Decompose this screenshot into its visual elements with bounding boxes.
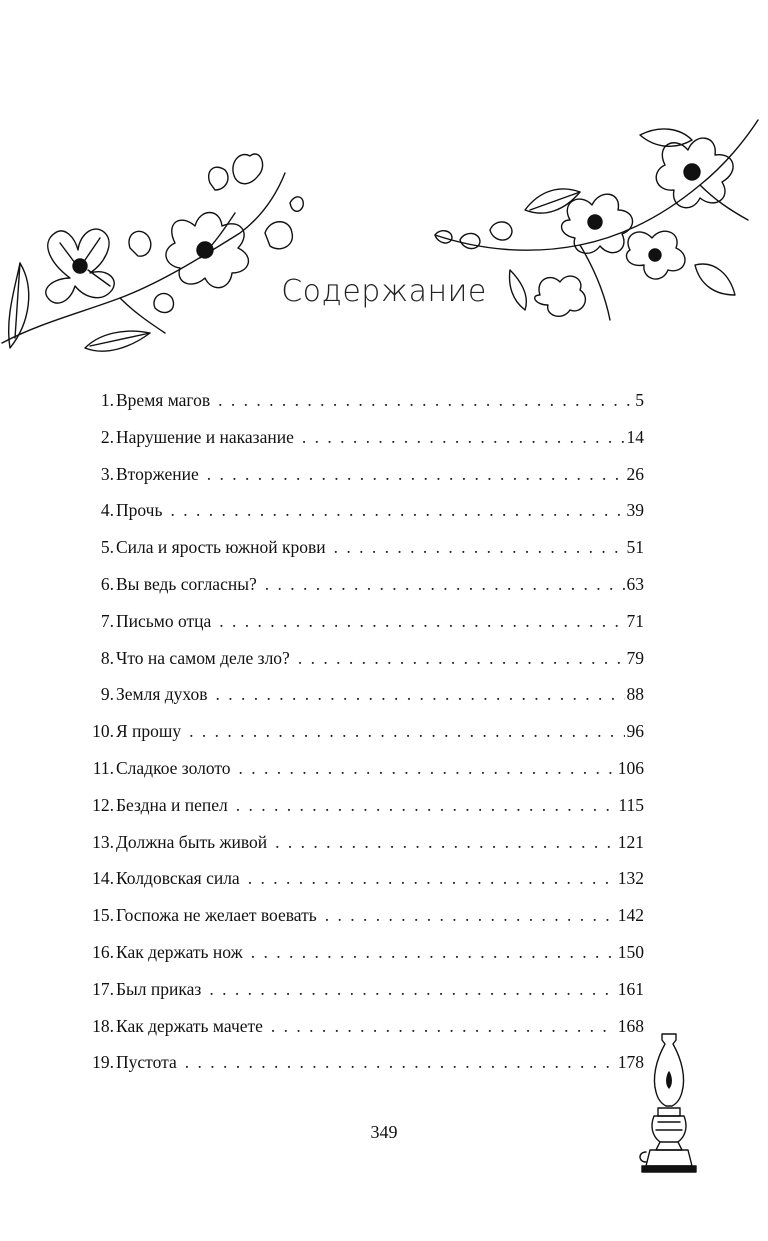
toc-entry xyxy=(82,537,644,574)
toc-entry-number: 11. xyxy=(92,757,114,778)
toc-entry-title: Как держать нож xyxy=(116,941,243,962)
toc-entry-title: Должна быть живой xyxy=(116,831,268,852)
toc-entry-title: Прочь xyxy=(116,500,163,521)
toc-dot-leader xyxy=(248,868,616,889)
toc-entry-number: 4. xyxy=(100,500,114,521)
toc-entry xyxy=(82,500,644,537)
toc-entry xyxy=(82,611,644,648)
toc-entry-page: 14 xyxy=(626,426,644,447)
toc-entry-title: Сила и ярость южной крови xyxy=(116,537,326,558)
toc-entry xyxy=(82,574,644,611)
toc-entry-number: 9. xyxy=(100,684,114,705)
toc-entry xyxy=(82,905,644,942)
toc-entry-page: 142 xyxy=(617,905,644,926)
toc-entry-number: 18. xyxy=(92,1015,114,1036)
toc-entry-page: 178 xyxy=(617,1052,644,1073)
toc-entry-number: 19. xyxy=(92,1052,114,1073)
page-title: Содержание xyxy=(281,274,487,309)
toc-dot-leader xyxy=(185,1052,616,1073)
toc-entry-page: 88 xyxy=(626,684,644,705)
toc-entry-number: 17. xyxy=(92,978,114,999)
toc-entry-page: 71 xyxy=(626,610,644,631)
toc-dot-leader xyxy=(251,942,616,963)
toc-entry-title: Земля духов xyxy=(116,684,208,705)
toc-dot-leader xyxy=(239,758,616,779)
toc-entry xyxy=(82,427,644,464)
toc-entry-number: 1. xyxy=(100,390,114,410)
toc-entry-page: 51 xyxy=(626,537,644,558)
toc-entry xyxy=(82,942,644,979)
toc-dot-leader xyxy=(236,795,617,816)
toc-entry-title: Что на самом деле зло? xyxy=(116,647,290,668)
toc-entry xyxy=(82,795,644,832)
toc-entry-page: 63 xyxy=(626,573,644,594)
toc-entry-title: Колдовская сила xyxy=(116,868,240,889)
toc-dot-leader xyxy=(216,684,625,705)
toc-entry-page: 96 xyxy=(626,721,644,742)
toc-dot-leader xyxy=(209,979,615,1000)
toc-dot-leader xyxy=(298,648,625,669)
toc-dot-leader xyxy=(219,611,624,632)
toc-entry-title: Пустота xyxy=(116,1052,177,1073)
toc-entry-title: Время магов xyxy=(116,390,211,410)
toc-dot-leader xyxy=(218,390,633,411)
toc-entry-page: 106 xyxy=(617,757,644,778)
toc-entry-title: Бездна и пепел xyxy=(116,794,228,815)
toc-entry-number: 13. xyxy=(92,831,114,852)
toc-entry-page: 161 xyxy=(617,978,644,999)
toc-entry-title: Вы ведь согласны? xyxy=(116,573,257,594)
toc-entry xyxy=(82,832,644,869)
toc-dot-leader xyxy=(302,427,625,448)
toc-entry-page: 39 xyxy=(626,500,644,521)
toc-dot-leader xyxy=(207,464,625,485)
toc-dot-leader xyxy=(334,537,625,558)
toc-entry-title: Госпожа не желает воевать xyxy=(116,905,317,926)
toc-entry-page: 168 xyxy=(617,1015,644,1036)
toc-entry xyxy=(82,464,644,501)
toc-entry xyxy=(82,648,644,685)
toc-entry-page: 150 xyxy=(617,941,644,962)
toc-entry xyxy=(82,868,644,905)
toc-dot-leader xyxy=(271,1016,616,1037)
toc-entry-number: 5. xyxy=(100,537,114,558)
toc-entry-page: 26 xyxy=(626,463,644,484)
toc-dot-leader xyxy=(189,721,624,742)
toc-entry-title: Как держать мачете xyxy=(116,1015,263,1036)
toc-entry-number: 8. xyxy=(100,647,114,668)
toc-entry-title: Вторжение xyxy=(116,463,199,484)
page-number: 349 xyxy=(370,1122,398,1142)
toc-entry-number: 12. xyxy=(92,794,114,815)
toc-entry-page: 132 xyxy=(617,868,644,889)
toc-entry xyxy=(82,1016,644,1053)
toc-entry-page: 79 xyxy=(626,647,644,668)
toc-dot-leader xyxy=(275,832,616,853)
toc-entry-number: 2. xyxy=(100,426,114,447)
toc-entry-number: 6. xyxy=(100,573,114,594)
toc-entry xyxy=(82,979,644,1016)
table-of-contents xyxy=(82,390,644,1089)
magnolia-branch-left-icon xyxy=(0,138,310,363)
toc-entry xyxy=(82,390,644,427)
toc-entry xyxy=(82,1052,644,1089)
toc-entry-title: Письмо отца xyxy=(116,610,212,631)
toc-entry-number: 3. xyxy=(100,463,114,484)
toc-entry-title: Был приказ xyxy=(116,978,202,999)
toc-entry-page: 5 xyxy=(635,390,644,410)
toc-entry-page: 115 xyxy=(618,794,644,815)
toc-entry-number: 14. xyxy=(92,868,114,889)
toc-entry-title: Сладкое золото xyxy=(116,757,231,778)
toc-entry-number: 16. xyxy=(92,941,114,962)
toc-entry-page: 121 xyxy=(617,831,644,852)
toc-entry-title: Я прошу xyxy=(116,721,182,742)
toc-entry xyxy=(82,758,644,795)
toc-entry-number: 7. xyxy=(100,610,114,631)
toc-entry xyxy=(82,684,644,721)
toc-dot-leader xyxy=(325,905,616,926)
toc-entry xyxy=(82,721,644,758)
toc-entry-number: 10. xyxy=(92,721,114,742)
toc-entry-number: 15. xyxy=(92,905,114,926)
toc-entry-title: Нарушение и наказание xyxy=(116,426,294,447)
oil-lamp-icon xyxy=(636,1030,702,1176)
toc-dot-leader xyxy=(170,500,624,521)
toc-dot-leader xyxy=(265,574,625,595)
